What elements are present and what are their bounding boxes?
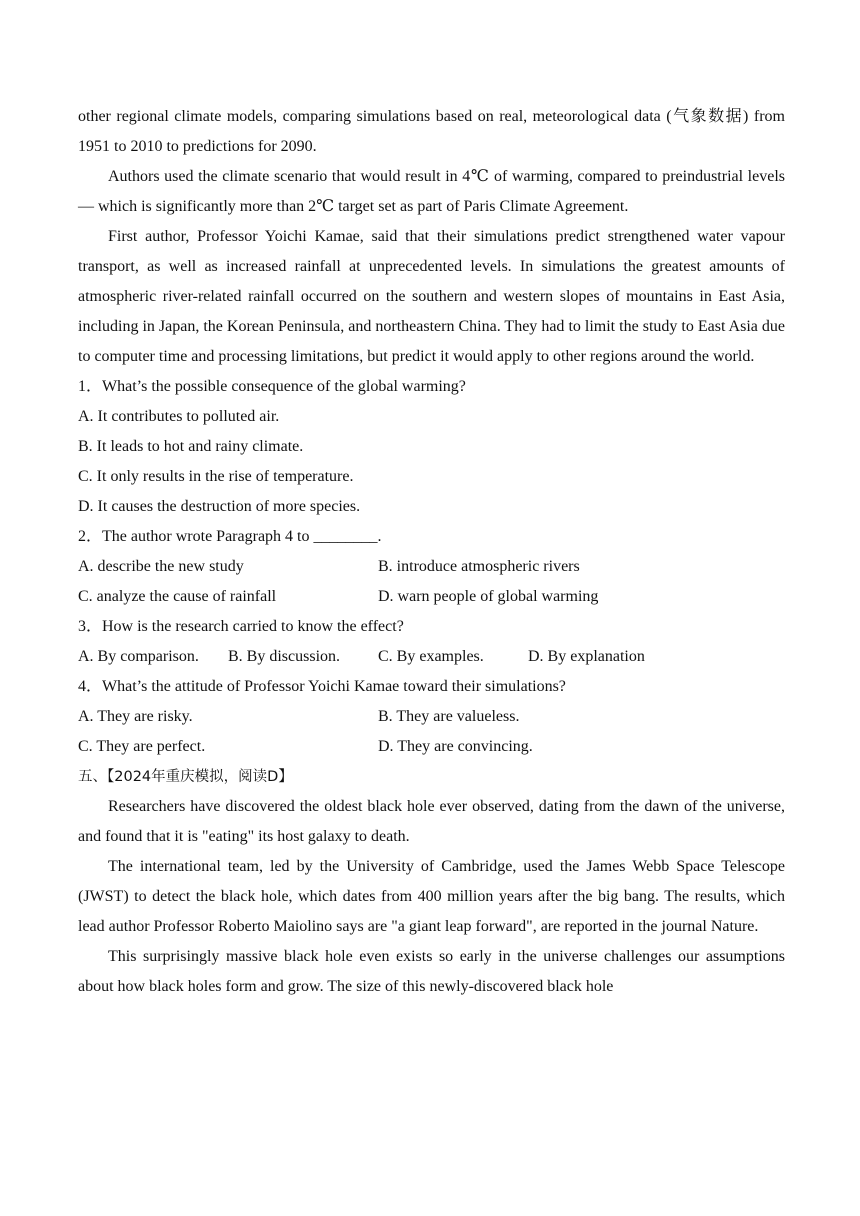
question-4-stem: 4．What’s the attitude of Professor Yoichi Kamae toward their simulations?	[78, 678, 566, 695]
question-1-option-c: C. It only results in the rise of temperature.	[78, 468, 354, 485]
question-1-option-d: D. It causes the destruction of more species.	[78, 498, 361, 515]
document-page	[78, 100, 785, 1002]
question-3-option-c: C. By examples.	[378, 648, 484, 665]
section-five-paragraph: This surprisingly massive black hole even exists so early in the universe challenges our assumptions about how black holes form and grow. The size of this newly-discovered black hole	[78, 948, 785, 995]
question-4-option-d: D. They are convincing.	[378, 738, 533, 755]
passage-paragraph: Authors used the climate scenario that would result in 4℃ of warming, compared to preindustrial levels — which is significantly more than 2℃ target set as part of Paris Climate Agreement.	[78, 168, 785, 215]
question-2-stem: 2．The author wrote Paragraph 4 to ________.	[78, 528, 382, 545]
question-1-option-b: B. It leads to hot and rainy climate.	[78, 438, 304, 455]
question-4-options-row-2	[78, 732, 785, 762]
question-2-option-d: D. warn people of global warming	[378, 588, 599, 605]
question-2-options-row-2	[78, 582, 785, 612]
question-4-option-a: A. They are risky.	[78, 708, 193, 725]
question-4-option-c: C. They are perfect.	[78, 738, 206, 755]
question-3-options-row	[78, 642, 785, 672]
question-4-option-b: B. They are valueless.	[378, 708, 520, 725]
passage-paragraph: First author, Professor Yoichi Kamae, said that their simulations predict strengthened water vapour transport, as well as increased rainfall at unprecedented levels. In simulations the greatest amounts of atmospheric river-related rainfall occurred on the southern and western slopes of mountains in East Asia, including in Japan, the Korean Peninsula, and northeastern China. They had to limit the study to East Asia due to computer time and processing limitations, but predict it would apply to other regions around the world.	[78, 228, 785, 365]
question-3-option-a: A. By comparison.	[78, 648, 199, 665]
question-2-option-b: B. introduce atmospheric rivers	[378, 558, 580, 575]
question-3-stem: 3．How is the research carried to know the effect?	[78, 618, 404, 635]
passage-paragraph: other regional climate models, comparing simulations based on real, meteorological data (气象数据) from 1951 to 2010 to predictions for 2090.	[78, 108, 785, 155]
question-2-option-a: A. describe the new study	[78, 558, 244, 575]
question-3-option-d: D. By explanation	[528, 648, 645, 665]
section-five-paragraph: The international team, led by the University of Cambridge, used the James Webb Space Telescope (JWST) to detect the black hole, which dates from 400 million years after the big bang. The results, which lead author Professor Roberto Maiolino says are "a giant leap forward", are reported in the journal Nature.	[78, 858, 785, 935]
question-2-option-c: C. analyze the cause of rainfall	[78, 588, 277, 605]
question-4-options-row-1	[78, 702, 785, 732]
section-five-paragraph: Researchers have discovered the oldest black hole ever observed, dating from the dawn of the universe, and found that it is "eating" its host galaxy to death.	[78, 798, 785, 845]
section-five-title: 五、【2024年重庆模拟，阅读D】	[78, 769, 293, 785]
question-1-option-a: A. It contributes to polluted air.	[78, 408, 280, 425]
question-2-options-row-1	[78, 552, 785, 582]
question-1-stem: 1．What’s the possible consequence of the global warming?	[78, 378, 466, 395]
question-3-option-b: B. By discussion.	[228, 648, 341, 665]
